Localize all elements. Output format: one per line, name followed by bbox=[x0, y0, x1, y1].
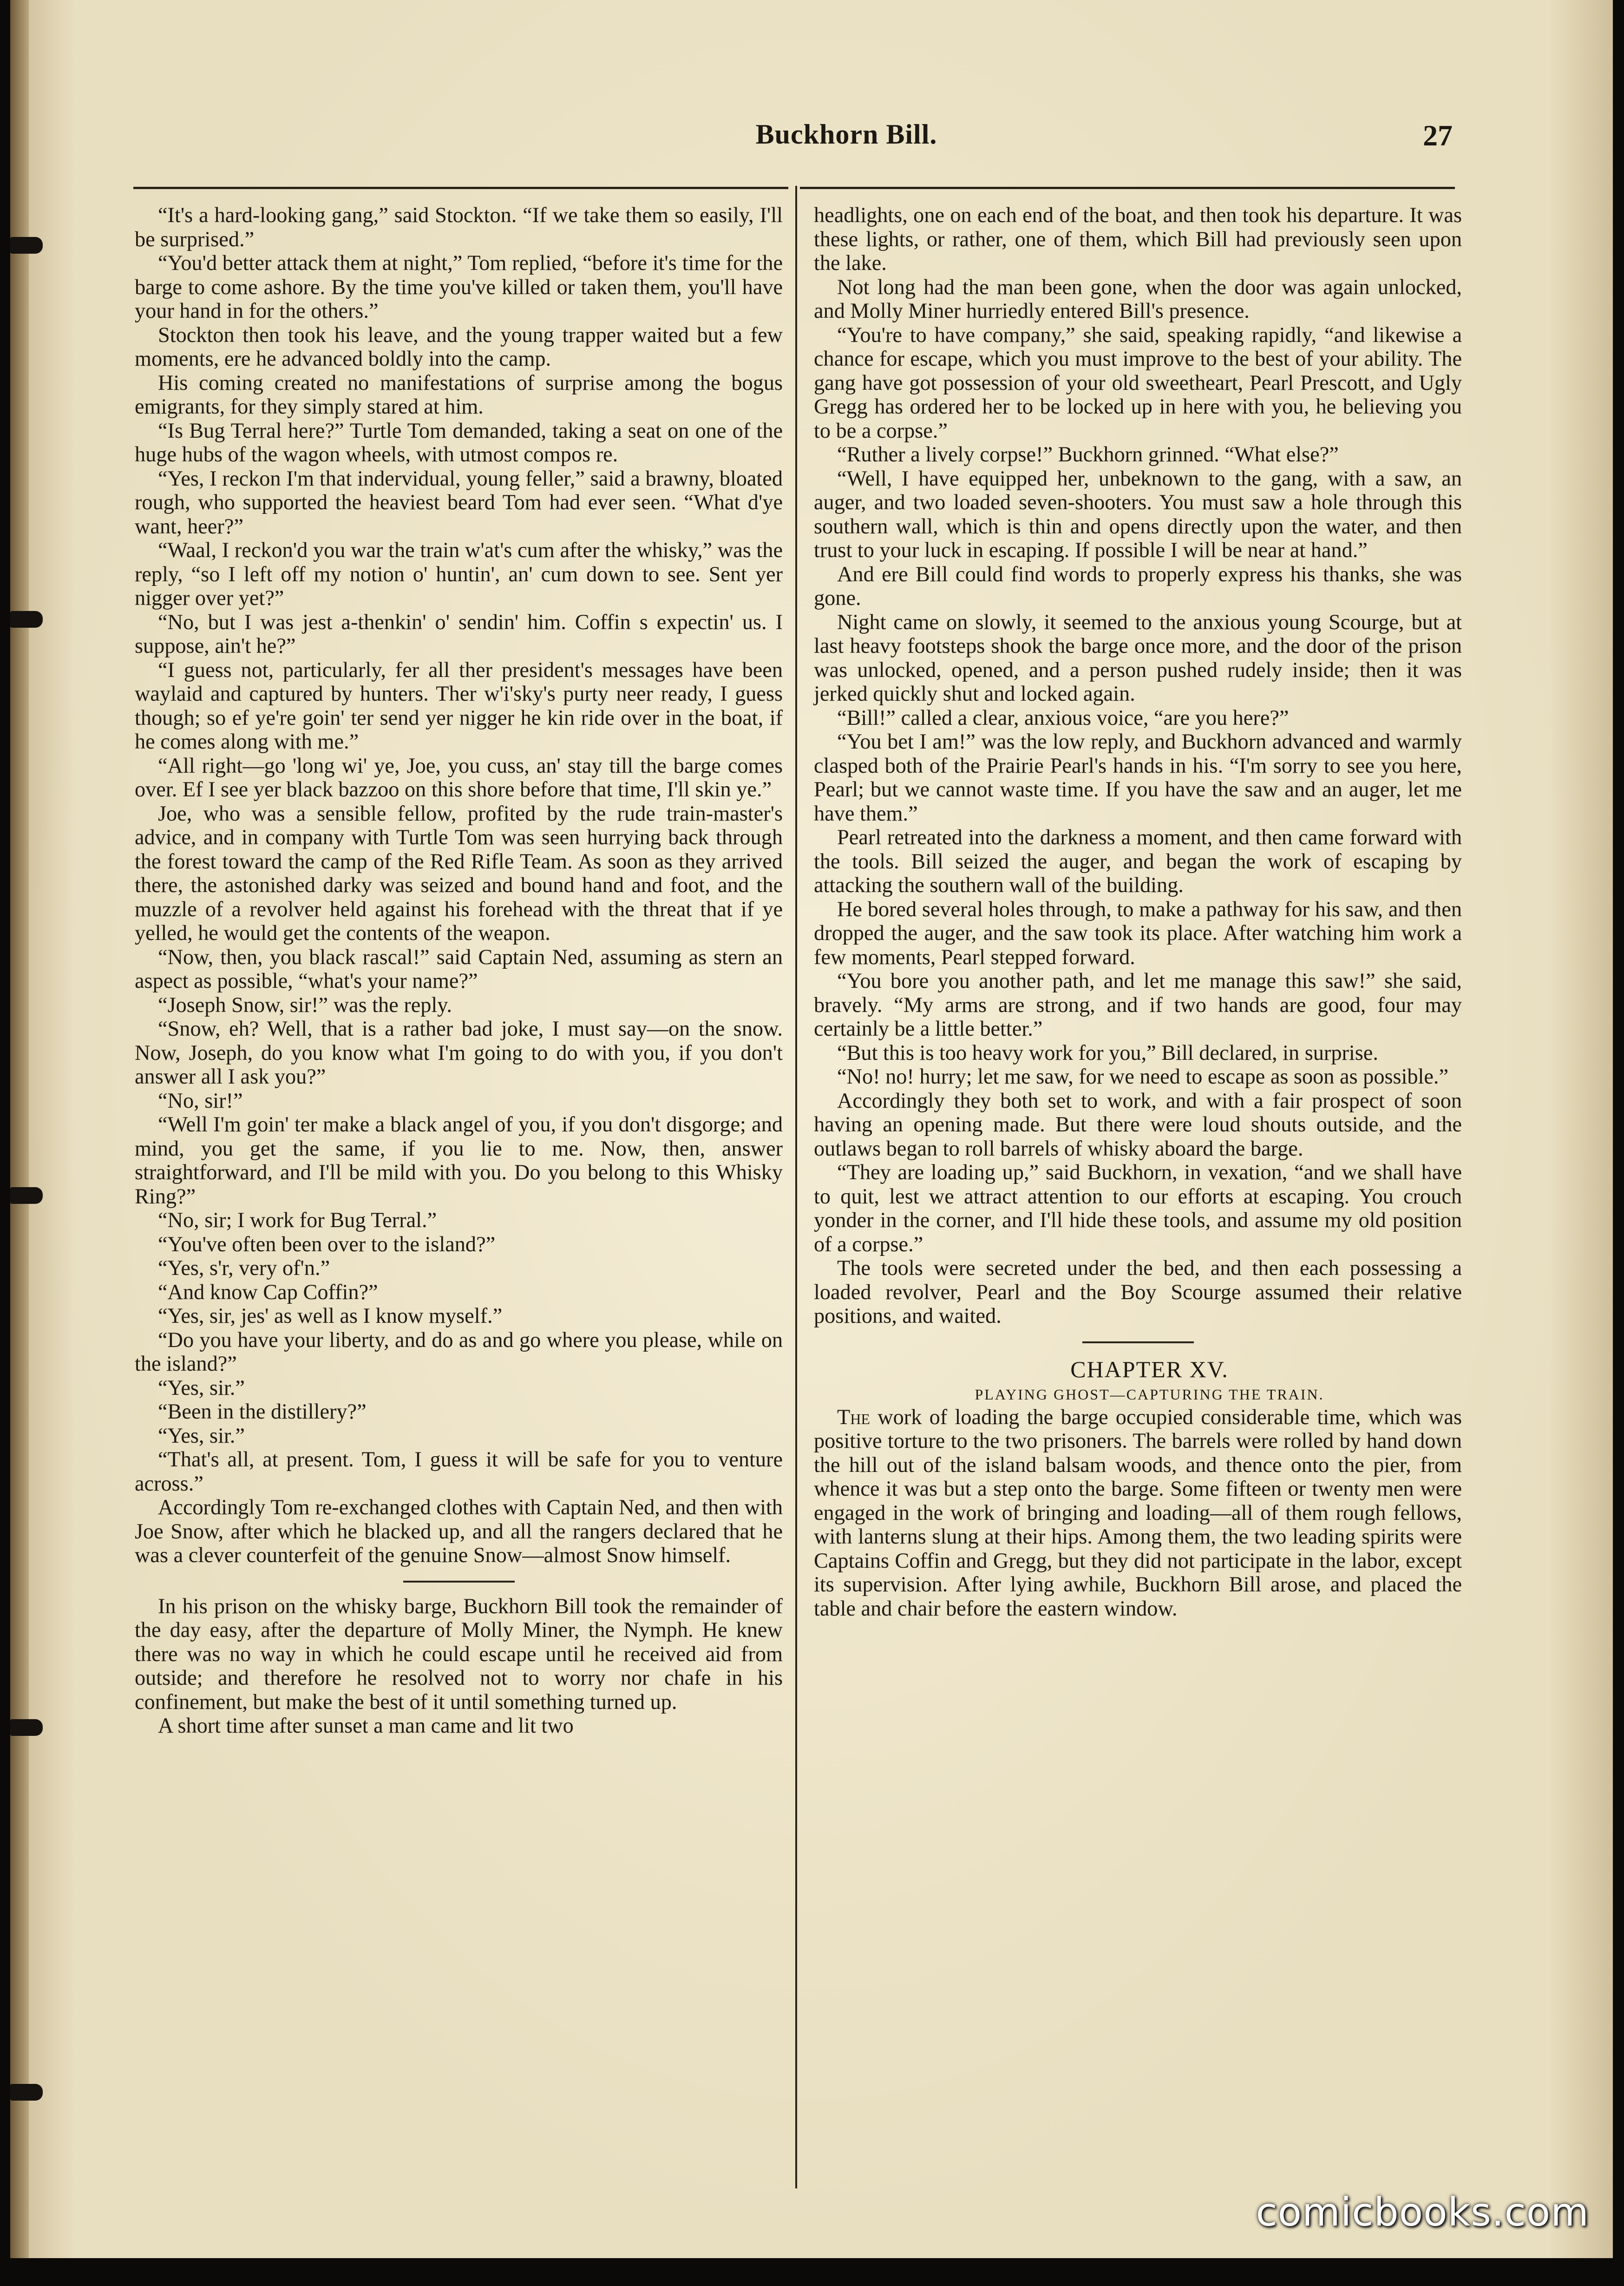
paragraph: “Yes, sir, jes' as well as I know myself.” bbox=[158, 1304, 503, 1328]
paragraph: His coming created no manifestations of surprise among the bogus emigrants, for they simply stared at him. bbox=[135, 371, 783, 419]
running-header-title: Buckhorn Bill. bbox=[755, 119, 937, 150]
paragraph: Accordingly Tom re-exchanged clothes with Captain Ned, and then with Joe Snow, after which he blacked up, and all the rangers declared that he was a clever counterfeit of the genuine Snow—almost Snow himself. bbox=[135, 1496, 783, 1567]
paragraph: Accordingly they both set to work, and with a fair prospect of soon having an opening made. But there were loud shouts outside, and the outlaws began to roll barrels of whisky aboard the barge. bbox=[814, 1089, 1462, 1161]
paragraph-continued: headlights, one on each end of the boat, and then took his departure. It was these lights, or rather, one of them, which Bill had previously seen upon the lake. bbox=[814, 204, 1462, 275]
chapter-title: CHAPTER XV. bbox=[1070, 1356, 1229, 1382]
paragraph: “Ruther a lively corpse!” Buckhorn grinned. “What else?” bbox=[837, 443, 1339, 466]
paragraph: “All right—go 'long wi' ye, Joe, you cuss, an' stay till the barge comes over. Ef I see yer black bazzoo on this shore before that time, I'll skin ye.” bbox=[135, 754, 783, 801]
paragraph: “They are loading up,” said Buckhorn, in vexation, “and we shall have to quit, lest we attract attention to our efforts at escaping. You crouch yonder in the corner, and I'll hide these tools, and assume my old position of a corpse.” bbox=[814, 1161, 1462, 1256]
paragraph: “Joseph Snow, sir!” was the reply. bbox=[158, 993, 452, 1017]
paragraph: “You bet I am!” was the low reply, and Buckhorn advanced and warmly clasped both of the Prairie Pearl's hands in his. “I'm sorry to see you here, Pearl; but we cannot waste time. If you have the saw and an auger, let me have them.” bbox=[814, 730, 1462, 826]
binding-stitch bbox=[10, 237, 43, 254]
watermark: comicbooks.com bbox=[1256, 2189, 1589, 2235]
paragraph: “Yes, s'r, very of'n.” bbox=[158, 1256, 330, 1280]
paragraph: Stockton then took his leave, and the young trapper waited but a few moments, ere he advanced boldly into the camp. bbox=[135, 323, 783, 371]
paragraph: “Yes, sir.” bbox=[158, 1376, 245, 1400]
paragraph: “It's a hard-looking gang,” said Stockton. “If we take them so easily, I'll be surprised.” bbox=[135, 204, 783, 251]
paragraph: “That's all, at present. Tom, I guess it will be safe for you to venture across.” bbox=[135, 1448, 783, 1496]
paragraph: “But this is too heavy work for you,” Bill declared, in surprise. bbox=[837, 1041, 1378, 1065]
right-column bbox=[814, 204, 1462, 1621]
paragraph: “No, sir; I work for Bug Terral.” bbox=[158, 1209, 437, 1232]
paragraph: “Waal, I reckon'd you war the train w'at's cum after the whisky,” was the reply, “so I left off my notion o' huntin', an' cum down to see. Sent yer nigger over yet?” bbox=[135, 539, 783, 610]
left-column bbox=[135, 204, 783, 1738]
paragraph: “Now, then, you black rascal!” said Captain Ned, assuming as stern an aspect as possible, “what's your name?” bbox=[135, 945, 783, 993]
paragraph: “Well, I have equipped her, unbeknown to the gang, with a saw, an auger, and two loaded seven-shooters. You must saw a hole through this southern wall, which is thin and opens directly upon the water, and then trust to your luck in escaping. If possible I will be near at hand.” bbox=[814, 466, 1462, 562]
paragraph: “You'd better attack them at night,” Tom replied, “before it's time for the barge to come ashore. By the time you've killed or taken them, you'll have your hand in for the others.” bbox=[135, 251, 783, 323]
chapter-first-paragraph-text: work of loading the barge occupied considerable time, which was positive torture to the two prisoners. The barrels were rolled by hand down the hill out of the island balsam woods, and thence onto the pier, from whence it was but a step onto the barge. Some fifteen or twenty men were engaged in the work of bringing and loading—all of them rough fellows, with lanterns slung at their hips. Among them, the two leading spirits were Captains Coffin and Gregg, but they did not participate in the labor, except its supervision. After lying awhile, Buckhorn Bill arose, and placed the table and chair before the eastern window. bbox=[814, 1405, 1462, 1621]
paragraph: “No, sir!” bbox=[158, 1089, 243, 1113]
paragraph: A short time after sunset a man came and lit two bbox=[158, 1714, 574, 1738]
column-divider bbox=[795, 186, 797, 2188]
binding-stitch bbox=[10, 2084, 43, 2101]
paragraph: And ere Bill could find words to properly express his thanks, she was gone. bbox=[814, 562, 1462, 610]
paragraph: “Is Bug Terral here?” Turtle Tom demanded, taking a seat on one of the huge hubs of the wagon wheels, with utmost compos re. bbox=[135, 419, 783, 466]
header-rule bbox=[133, 187, 788, 189]
paragraph: Not long had the man been gone, when the door was again unlocked, and Molly Miner hurriedly entered Bill's presence. bbox=[814, 275, 1462, 323]
chapter-first-word: The bbox=[837, 1405, 870, 1429]
paragraph: “Do you have your liberty, and do as and go where you please, while on the island?” bbox=[135, 1328, 783, 1376]
paragraph: Pearl retreated into the darkness a moment, and then came forward with the tools. Bill seized the auger, and began the work of escaping by attacking the southern wall of the building. bbox=[814, 826, 1462, 897]
paragraph: “I guess not, particularly, fer all ther president's messages have been waylaid and captured by hunters. Ther w'i'sky's purty neer ready, I guess though; so ef ye're goin' ter send yer nigger he kin ride over in the boat, if he comes along with me.” bbox=[135, 658, 783, 754]
paragraph: “No! no! hurry; let me saw, for we need to escape as soon as possible.” bbox=[837, 1065, 1449, 1089]
paragraph: “You've often been over to the island?” bbox=[158, 1232, 496, 1256]
header-rule bbox=[800, 187, 1455, 189]
paragraph: “Yes, I reckon I'm that indervidual, young feller,” said a brawny, bloated rough, who supported the heaviest beard Tom had ever seen. “What d'ye want, heer?” bbox=[135, 466, 783, 539]
paragraph: In his prison on the whisky barge, Buckhorn Bill took the remainder of the day easy, after the departure of Molly Miner, the Nymph. He knew there was no way in which he could escape until he received aid from outside; and therefore he resolved not to worry nor chafe in his confinement, but make the best of it until something turned up. bbox=[135, 1594, 783, 1714]
paragraph: Night came on slowly, it seemed to the anxious young Scourge, but at last heavy footsteps shook the barge once more, and the door of the prison was unlocked, opened, and a person pushed rudely inside; then it was jerked quickly shut and locked again. bbox=[814, 610, 1462, 706]
paragraph: “Snow, eh? Well, that is a rather bad joke, I must say—on the snow. Now, Joseph, do you know what I'm going to do with you, if you don't answer all I ask you?” bbox=[135, 1017, 783, 1089]
binding-stitch bbox=[10, 1187, 43, 1204]
paragraph: The tools were secreted under the bed, and then each possessing a loaded revolver, Pearl and the Boy Scourge assumed their relative positions, and waited. bbox=[814, 1256, 1462, 1328]
page-number: 27 bbox=[1423, 119, 1453, 152]
paragraph: “And know Cap Coffin?” bbox=[158, 1280, 378, 1304]
page-binding bbox=[10, 0, 29, 2258]
binding-stitch bbox=[10, 1719, 43, 1736]
chapter-subtitle: PLAYING GHOST—CAPTURING THE TRAIN. bbox=[975, 1386, 1324, 1403]
paragraph: “No, but I was jest a-thenkin' o' sendin' him. Coffin s expectin' us. I suppose, ain't he?” bbox=[135, 610, 783, 658]
book-page bbox=[10, 0, 1613, 2258]
paragraph: “You're to have company,” she said, speaking rapidly, “and likewise a chance for escape, which you must improve to the best of your ability. The gang have got possession of your old sweetheart, Pearl Prescott, and Ugly Gregg has ordered her to be locked up in here with you, he believing you to be a corpse.” bbox=[814, 323, 1462, 443]
chapter-opening-paragraph bbox=[814, 1406, 1462, 1621]
paragraph: “You bore you another path, and let me manage this saw!” she said, bravely. “My arms are strong, and if two hands are good, four may certainly be a little better.” bbox=[814, 969, 1462, 1041]
paragraph: “Well I'm goin' ter make a black angel of you, if you don't disgorge; and mind, you get the same, if you lie to me. Now, then, answer straightforward, and I'll be mild with you. Do you belong to this Whisky Ring?” bbox=[135, 1113, 783, 1209]
paragraph: Joe, who was a sensible fellow, profited by the rude train-master's advice, and in company with Turtle Tom was seen hurrying back through the forest toward the camp of the Red Rifle Team. As soon as they arrived there, the astonished darky was seized and bound hand and foot, and the muzzle of a revolver held against his forehead with the threat that if ye yelled, he would get the contents of the weapon. bbox=[135, 801, 783, 945]
section-break-rule bbox=[403, 1581, 515, 1583]
chapter-break-rule bbox=[1082, 1341, 1194, 1343]
paragraph: “Been in the distillery?” bbox=[158, 1400, 367, 1424]
paragraph: “Yes, sir.” bbox=[158, 1424, 245, 1448]
binding-stitch bbox=[10, 611, 43, 628]
paragraph: He bored several holes through, to make a pathway for his saw, and then dropped the auger, and the saw took its place. After watching him work a few moments, Pearl stepped forward. bbox=[814, 897, 1462, 969]
paragraph: “Bill!” called a clear, anxious voice, “are you here?” bbox=[837, 706, 1289, 730]
